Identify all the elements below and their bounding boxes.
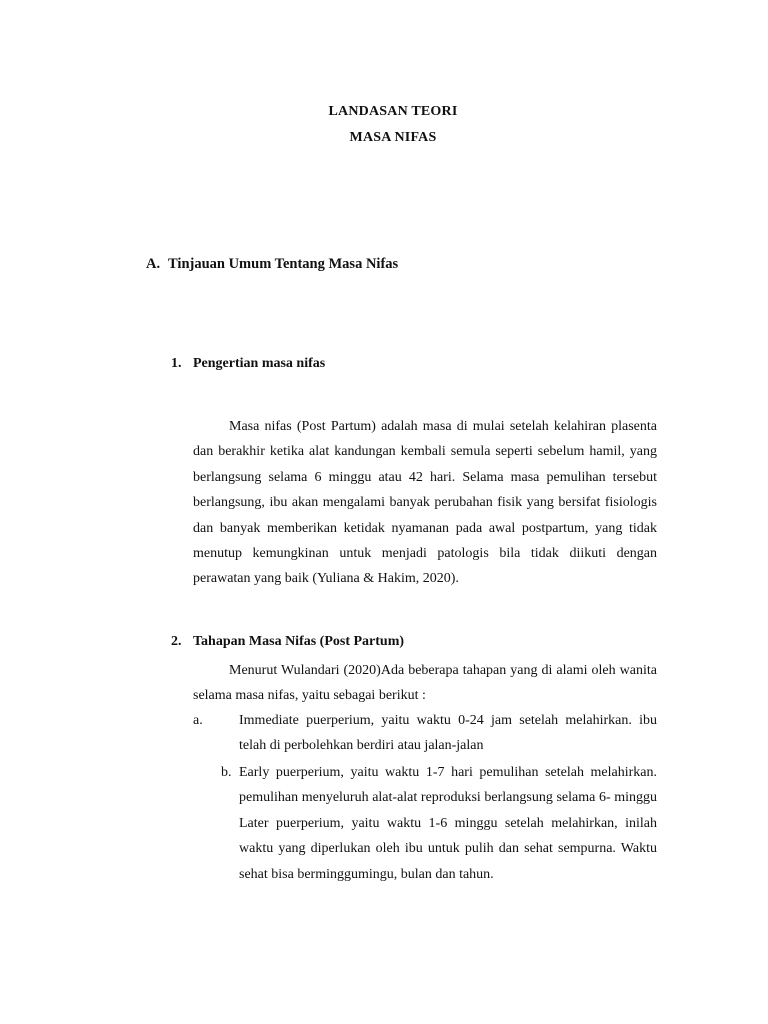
list-item-marker-a: a.: [193, 713, 203, 728]
list-item-text-a: Immediate puerperium, yaitu waktu 0-24 jam setelah melahirkan. ibu telah di perbolehkan berdiri atau jalan-jalan: [239, 713, 657, 754]
section-marker: A.: [146, 256, 161, 272]
subsection-marker-2: 2.: [171, 634, 182, 649]
document-subtitle: MASA NIFAS: [349, 130, 437, 145]
subsection-heading-text-2: Tahapan Masa Nifas (Post Partum): [193, 634, 405, 649]
subsection-heading-1: [171, 356, 325, 372]
list-item-text-b: Early puerperium, yaitu waktu 1-7 hari pemulihan setelah melahirkan. pemulihan menyeluruh alat-alat reproduksi berlangsung selama 6- minggu Later puerperium, yaitu waktu 1-6 minggu setelah melahirkan, inilah waktu yang diperlukan oleh ibu untuk pulih dan sehat sempurna. Waktu sehat bisa berminggumingu, bulan dan tahun.: [239, 765, 657, 882]
subsection-heading-text-1: Pengertian masa nifas: [193, 356, 326, 371]
subsection-heading-2: [171, 634, 404, 650]
paragraph-tahapan: Menurut Wulandari (2020)Ada beberapa tahapan yang di alami oleh wanita selama masa nifas, yaitu sebagai berikut :: [193, 663, 657, 704]
list-item-marker-b: b.: [221, 765, 232, 780]
section-heading-text: Tinjauan Umum Tentang Masa Nifas: [168, 256, 399, 272]
document-title: LANDASAN TEORI: [328, 104, 458, 119]
section-heading-a: [146, 256, 398, 273]
paragraph-pengertian: Masa nifas (Post Partum) adalah masa di mulai setelah kelahiran plasenta dan berakhir ketika alat kandungan kembali semula seperti sebelum hamil, yang berlangsung selama 6 minggu atau 42 hari. Selama masa pemulihan tersebut berlangsung, ibu akan mengalami banyak perubahan fisik yang bersifat fisiologis dan banyak memberikan ketidak nyamanan pada awal postpartum, yang tidak menutup kemungkinan untuk menjadi patologis bila tidak diikuti dengan perawatan yang baik (Yuliana & Hakim, 2020).: [193, 419, 657, 587]
subsection-marker-1: 1.: [171, 356, 182, 371]
